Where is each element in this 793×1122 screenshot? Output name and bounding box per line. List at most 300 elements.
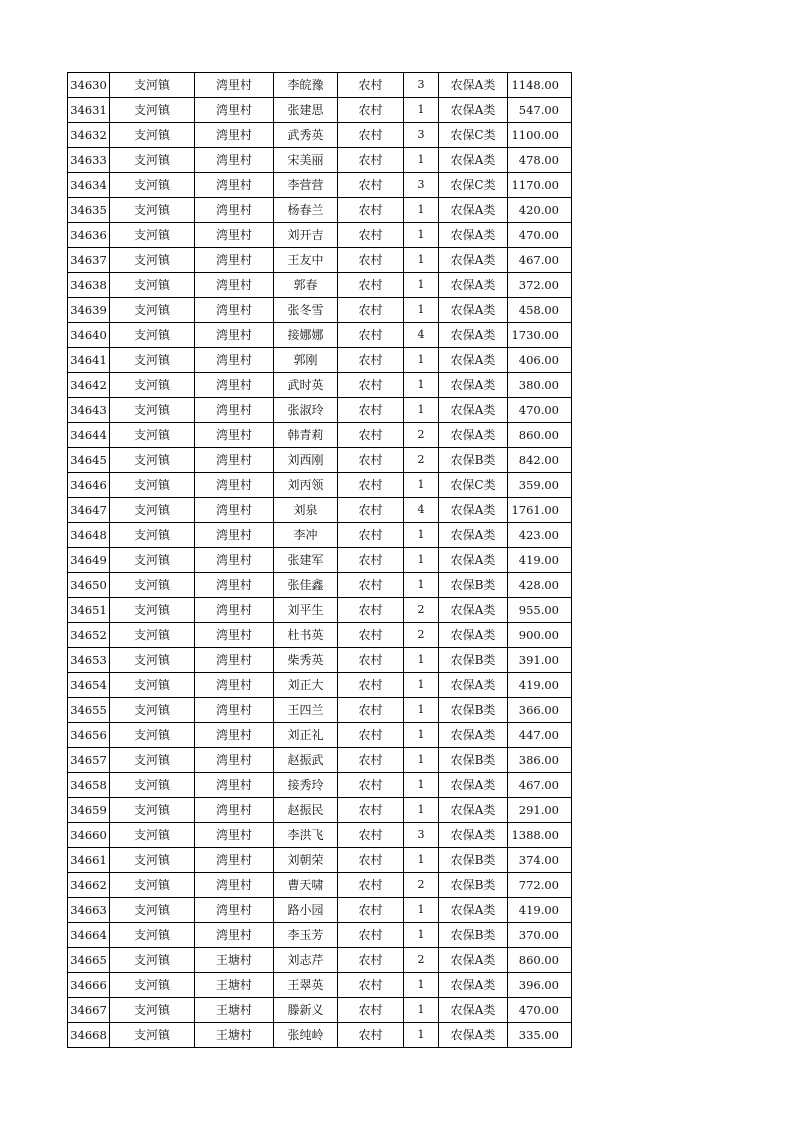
amount-cell: 478.00 [508, 148, 572, 173]
table-row [68, 973, 572, 998]
village-cell: 王塘村 [195, 973, 274, 998]
table-row [68, 423, 572, 448]
table-row [68, 473, 572, 498]
village-cell: 王塘村 [195, 1023, 274, 1048]
village-cell: 湾里村 [195, 648, 274, 673]
row-id-cell: 34663 [68, 898, 110, 923]
count-cell: 4 [404, 323, 439, 348]
row-id-cell: 34655 [68, 698, 110, 723]
village-cell: 湾里村 [195, 73, 274, 98]
name-cell: 曹天啸 [274, 873, 338, 898]
town-cell: 支河镇 [110, 973, 195, 998]
row-id-cell: 34636 [68, 223, 110, 248]
village-cell: 湾里村 [195, 298, 274, 323]
town-cell: 支河镇 [110, 723, 195, 748]
village-cell: 湾里村 [195, 98, 274, 123]
category-cell: 农保A类 [439, 898, 508, 923]
amount-cell: 406.00 [508, 348, 572, 373]
count-cell: 1 [404, 223, 439, 248]
name-cell: 王四兰 [274, 698, 338, 723]
count-cell: 2 [404, 873, 439, 898]
count-cell: 1 [404, 548, 439, 573]
table-row [68, 248, 572, 273]
area-type-cell: 农村 [338, 248, 404, 273]
town-cell: 支河镇 [110, 123, 195, 148]
category-cell: 农保B类 [439, 848, 508, 873]
amount-cell: 359.00 [508, 473, 572, 498]
village-cell: 湾里村 [195, 623, 274, 648]
name-cell: 接秀玲 [274, 773, 338, 798]
area-type-cell: 农村 [338, 923, 404, 948]
count-cell: 2 [404, 598, 439, 623]
town-cell: 支河镇 [110, 773, 195, 798]
village-cell: 湾里村 [195, 223, 274, 248]
category-cell: 农保A类 [439, 248, 508, 273]
town-cell: 支河镇 [110, 248, 195, 273]
table-row [68, 773, 572, 798]
area-type-cell: 农村 [338, 748, 404, 773]
village-cell: 湾里村 [195, 448, 274, 473]
table-row [68, 923, 572, 948]
row-id-cell: 34641 [68, 348, 110, 373]
row-id-cell: 34666 [68, 973, 110, 998]
town-cell: 支河镇 [110, 673, 195, 698]
table-row [68, 498, 572, 523]
name-cell: 柴秀英 [274, 648, 338, 673]
row-id-cell: 34656 [68, 723, 110, 748]
count-cell: 2 [404, 448, 439, 473]
area-type-cell: 农村 [338, 948, 404, 973]
category-cell: 农保A类 [439, 723, 508, 748]
area-type-cell: 农村 [338, 998, 404, 1023]
town-cell: 支河镇 [110, 273, 195, 298]
table-row [68, 748, 572, 773]
village-cell: 湾里村 [195, 723, 274, 748]
village-cell: 湾里村 [195, 848, 274, 873]
area-type-cell: 农村 [338, 423, 404, 448]
town-cell: 支河镇 [110, 373, 195, 398]
row-id-cell: 34633 [68, 148, 110, 173]
village-cell: 湾里村 [195, 523, 274, 548]
amount-cell: 772.00 [508, 873, 572, 898]
category-cell: 农保B类 [439, 448, 508, 473]
town-cell: 支河镇 [110, 873, 195, 898]
table-row [68, 148, 572, 173]
village-cell: 湾里村 [195, 823, 274, 848]
amount-cell: 420.00 [508, 198, 572, 223]
village-cell: 湾里村 [195, 873, 274, 898]
count-cell: 3 [404, 73, 439, 98]
name-cell: 刘平生 [274, 598, 338, 623]
row-id-cell: 34631 [68, 98, 110, 123]
area-type-cell: 农村 [338, 448, 404, 473]
category-cell: 农保A类 [439, 998, 508, 1023]
amount-cell: 419.00 [508, 548, 572, 573]
name-cell: 李洪飞 [274, 823, 338, 848]
amount-cell: 458.00 [508, 298, 572, 323]
table-row [68, 798, 572, 823]
town-cell: 支河镇 [110, 73, 195, 98]
village-cell: 湾里村 [195, 748, 274, 773]
row-id-cell: 34632 [68, 123, 110, 148]
amount-cell: 470.00 [508, 223, 572, 248]
town-cell: 支河镇 [110, 998, 195, 1023]
count-cell: 1 [404, 298, 439, 323]
village-cell: 湾里村 [195, 348, 274, 373]
village-cell: 湾里村 [195, 548, 274, 573]
count-cell: 1 [404, 998, 439, 1023]
town-cell: 支河镇 [110, 648, 195, 673]
count-cell: 1 [404, 1023, 439, 1048]
area-type-cell: 农村 [338, 823, 404, 848]
category-cell: 农保A类 [439, 623, 508, 648]
town-cell: 支河镇 [110, 923, 195, 948]
name-cell: 郭刚 [274, 348, 338, 373]
table-row [68, 273, 572, 298]
amount-cell: 1730.00 [508, 323, 572, 348]
category-cell: 农保A类 [439, 823, 508, 848]
name-cell: 刘丙领 [274, 473, 338, 498]
name-cell: 刘正大 [274, 673, 338, 698]
amount-cell: 1761.00 [508, 498, 572, 523]
count-cell: 1 [404, 898, 439, 923]
town-cell: 支河镇 [110, 398, 195, 423]
table-row [68, 673, 572, 698]
area-type-cell: 农村 [338, 323, 404, 348]
area-type-cell: 农村 [338, 398, 404, 423]
amount-cell: 547.00 [508, 98, 572, 123]
row-id-cell: 34634 [68, 173, 110, 198]
name-cell: 张冬雪 [274, 298, 338, 323]
category-cell: 农保C类 [439, 173, 508, 198]
name-cell: 李玉芳 [274, 923, 338, 948]
count-cell: 1 [404, 398, 439, 423]
village-cell: 湾里村 [195, 123, 274, 148]
count-cell: 1 [404, 523, 439, 548]
table-row [68, 373, 572, 398]
area-type-cell: 农村 [338, 723, 404, 748]
row-id-cell: 34654 [68, 673, 110, 698]
category-cell: 农保A类 [439, 973, 508, 998]
town-cell: 支河镇 [110, 148, 195, 173]
table-row [68, 198, 572, 223]
amount-cell: 1170.00 [508, 173, 572, 198]
name-cell: 刘西刚 [274, 448, 338, 473]
amount-cell: 396.00 [508, 973, 572, 998]
category-cell: 农保A类 [439, 298, 508, 323]
area-type-cell: 农村 [338, 298, 404, 323]
village-cell: 湾里村 [195, 323, 274, 348]
table-row [68, 73, 572, 98]
name-cell: 张纯岭 [274, 1023, 338, 1048]
town-cell: 支河镇 [110, 323, 195, 348]
category-cell: 农保A类 [439, 773, 508, 798]
village-cell: 湾里村 [195, 698, 274, 723]
row-id-cell: 34649 [68, 548, 110, 573]
count-cell: 1 [404, 648, 439, 673]
amount-cell: 955.00 [508, 598, 572, 623]
category-cell: 农保C类 [439, 473, 508, 498]
name-cell: 张淑玲 [274, 398, 338, 423]
category-cell: 农保B类 [439, 573, 508, 598]
village-cell: 湾里村 [195, 573, 274, 598]
row-id-cell: 34635 [68, 198, 110, 223]
table-row [68, 323, 572, 348]
table-row [68, 848, 572, 873]
name-cell: 郭春 [274, 273, 338, 298]
name-cell: 王翠英 [274, 973, 338, 998]
area-type-cell: 农村 [338, 973, 404, 998]
area-type-cell: 农村 [338, 773, 404, 798]
name-cell: 张建军 [274, 548, 338, 573]
village-cell: 湾里村 [195, 923, 274, 948]
count-cell: 3 [404, 173, 439, 198]
category-cell: 农保A类 [439, 273, 508, 298]
row-id-cell: 34667 [68, 998, 110, 1023]
town-cell: 支河镇 [110, 98, 195, 123]
row-id-cell: 34661 [68, 848, 110, 873]
count-cell: 4 [404, 498, 439, 523]
row-id-cell: 34660 [68, 823, 110, 848]
count-cell: 1 [404, 473, 439, 498]
name-cell: 刘正礼 [274, 723, 338, 748]
row-id-cell: 34657 [68, 748, 110, 773]
count-cell: 1 [404, 373, 439, 398]
town-cell: 支河镇 [110, 223, 195, 248]
amount-cell: 428.00 [508, 573, 572, 598]
category-cell: 农保A类 [439, 223, 508, 248]
table-row [68, 998, 572, 1023]
amount-cell: 842.00 [508, 448, 572, 473]
town-cell: 支河镇 [110, 898, 195, 923]
town-cell: 支河镇 [110, 798, 195, 823]
category-cell: 农保A类 [439, 323, 508, 348]
row-id-cell: 34650 [68, 573, 110, 598]
category-cell: 农保A类 [439, 673, 508, 698]
category-cell: 农保A类 [439, 523, 508, 548]
name-cell: 李皖豫 [274, 73, 338, 98]
count-cell: 1 [404, 98, 439, 123]
amount-cell: 860.00 [508, 948, 572, 973]
amount-cell: 447.00 [508, 723, 572, 748]
category-cell: 农保A类 [439, 548, 508, 573]
town-cell: 支河镇 [110, 448, 195, 473]
area-type-cell: 农村 [338, 848, 404, 873]
town-cell: 支河镇 [110, 498, 195, 523]
count-cell: 3 [404, 823, 439, 848]
village-cell: 湾里村 [195, 398, 274, 423]
name-cell: 韩青莉 [274, 423, 338, 448]
amount-cell: 386.00 [508, 748, 572, 773]
category-cell: 农保A类 [439, 98, 508, 123]
amount-cell: 419.00 [508, 673, 572, 698]
amount-cell: 366.00 [508, 698, 572, 723]
name-cell: 张佳鑫 [274, 573, 338, 598]
table-row [68, 623, 572, 648]
village-cell: 王塘村 [195, 948, 274, 973]
row-id-cell: 34630 [68, 73, 110, 98]
name-cell: 武秀英 [274, 123, 338, 148]
row-id-cell: 34668 [68, 1023, 110, 1048]
name-cell: 刘朝荣 [274, 848, 338, 873]
village-cell: 王塘村 [195, 998, 274, 1023]
area-type-cell: 农村 [338, 498, 404, 523]
name-cell: 李冲 [274, 523, 338, 548]
row-id-cell: 34662 [68, 873, 110, 898]
town-cell: 支河镇 [110, 598, 195, 623]
row-id-cell: 34659 [68, 798, 110, 823]
table-row [68, 598, 572, 623]
row-id-cell: 34638 [68, 273, 110, 298]
town-cell: 支河镇 [110, 748, 195, 773]
amount-cell: 419.00 [508, 898, 572, 923]
town-cell: 支河镇 [110, 423, 195, 448]
row-id-cell: 34651 [68, 598, 110, 623]
count-cell: 1 [404, 698, 439, 723]
count-cell: 2 [404, 948, 439, 973]
category-cell: 农保A类 [439, 598, 508, 623]
area-type-cell: 农村 [338, 273, 404, 298]
row-id-cell: 34646 [68, 473, 110, 498]
count-cell: 1 [404, 248, 439, 273]
area-type-cell: 农村 [338, 873, 404, 898]
town-cell: 支河镇 [110, 698, 195, 723]
count-cell: 2 [404, 623, 439, 648]
name-cell: 张建思 [274, 98, 338, 123]
town-cell: 支河镇 [110, 573, 195, 598]
name-cell: 赵振武 [274, 748, 338, 773]
area-type-cell: 农村 [338, 798, 404, 823]
category-cell: 农保A类 [439, 373, 508, 398]
category-cell: 农保A类 [439, 1023, 508, 1048]
category-cell: 农保A类 [439, 348, 508, 373]
area-type-cell: 农村 [338, 573, 404, 598]
amount-cell: 423.00 [508, 523, 572, 548]
count-cell: 1 [404, 348, 439, 373]
name-cell: 王友中 [274, 248, 338, 273]
town-cell: 支河镇 [110, 548, 195, 573]
category-cell: 农保A类 [439, 423, 508, 448]
village-cell: 湾里村 [195, 198, 274, 223]
village-cell: 湾里村 [195, 373, 274, 398]
area-type-cell: 农村 [338, 123, 404, 148]
category-cell: 农保B类 [439, 698, 508, 723]
town-cell: 支河镇 [110, 473, 195, 498]
village-cell: 湾里村 [195, 498, 274, 523]
village-cell: 湾里村 [195, 148, 274, 173]
count-cell: 1 [404, 923, 439, 948]
category-cell: 农保A类 [439, 948, 508, 973]
table-row [68, 698, 572, 723]
area-type-cell: 农村 [338, 598, 404, 623]
village-cell: 湾里村 [195, 673, 274, 698]
amount-cell: 372.00 [508, 273, 572, 298]
row-id-cell: 34665 [68, 948, 110, 973]
category-cell: 农保B类 [439, 923, 508, 948]
amount-cell: 380.00 [508, 373, 572, 398]
row-id-cell: 34640 [68, 323, 110, 348]
row-id-cell: 34658 [68, 773, 110, 798]
area-type-cell: 农村 [338, 1023, 404, 1048]
table-row [68, 1023, 572, 1048]
amount-cell: 374.00 [508, 848, 572, 873]
amount-cell: 391.00 [508, 648, 572, 673]
name-cell: 刘志芹 [274, 948, 338, 973]
village-cell: 湾里村 [195, 473, 274, 498]
category-cell: 农保A类 [439, 148, 508, 173]
category-cell: 农保A类 [439, 198, 508, 223]
row-id-cell: 34652 [68, 623, 110, 648]
row-id-cell: 34645 [68, 448, 110, 473]
amount-cell: 470.00 [508, 398, 572, 423]
count-cell: 1 [404, 198, 439, 223]
area-type-cell: 农村 [338, 148, 404, 173]
area-type-cell: 农村 [338, 623, 404, 648]
name-cell: 武时英 [274, 373, 338, 398]
row-id-cell: 34664 [68, 923, 110, 948]
amount-cell: 467.00 [508, 773, 572, 798]
table-body [68, 73, 572, 1048]
row-id-cell: 34642 [68, 373, 110, 398]
area-type-cell: 农村 [338, 198, 404, 223]
row-id-cell: 34647 [68, 498, 110, 523]
row-id-cell: 34653 [68, 648, 110, 673]
data-table [67, 72, 572, 1048]
area-type-cell: 农村 [338, 548, 404, 573]
table-row [68, 223, 572, 248]
village-cell: 湾里村 [195, 423, 274, 448]
village-cell: 湾里村 [195, 598, 274, 623]
table-row [68, 523, 572, 548]
village-cell: 湾里村 [195, 248, 274, 273]
category-cell: 农保A类 [439, 498, 508, 523]
row-id-cell: 34644 [68, 423, 110, 448]
category-cell: 农保B类 [439, 748, 508, 773]
area-type-cell: 农村 [338, 648, 404, 673]
name-cell: 赵振民 [274, 798, 338, 823]
village-cell: 湾里村 [195, 173, 274, 198]
table-row [68, 723, 572, 748]
row-id-cell: 34637 [68, 248, 110, 273]
table-row [68, 448, 572, 473]
area-type-cell: 农村 [338, 98, 404, 123]
town-cell: 支河镇 [110, 623, 195, 648]
category-cell: 农保B类 [439, 873, 508, 898]
count-cell: 1 [404, 573, 439, 598]
town-cell: 支河镇 [110, 173, 195, 198]
town-cell: 支河镇 [110, 523, 195, 548]
name-cell: 刘开吉 [274, 223, 338, 248]
count-cell: 1 [404, 848, 439, 873]
count-cell: 1 [404, 273, 439, 298]
area-type-cell: 农村 [338, 698, 404, 723]
count-cell: 1 [404, 673, 439, 698]
count-cell: 1 [404, 723, 439, 748]
town-cell: 支河镇 [110, 298, 195, 323]
row-id-cell: 34648 [68, 523, 110, 548]
table-row [68, 648, 572, 673]
count-cell: 2 [404, 423, 439, 448]
count-cell: 1 [404, 973, 439, 998]
area-type-cell: 农村 [338, 673, 404, 698]
town-cell: 支河镇 [110, 348, 195, 373]
category-cell: 农保A类 [439, 73, 508, 98]
name-cell: 滕新义 [274, 998, 338, 1023]
area-type-cell: 农村 [338, 73, 404, 98]
village-cell: 湾里村 [195, 773, 274, 798]
table-row [68, 98, 572, 123]
town-cell: 支河镇 [110, 1023, 195, 1048]
